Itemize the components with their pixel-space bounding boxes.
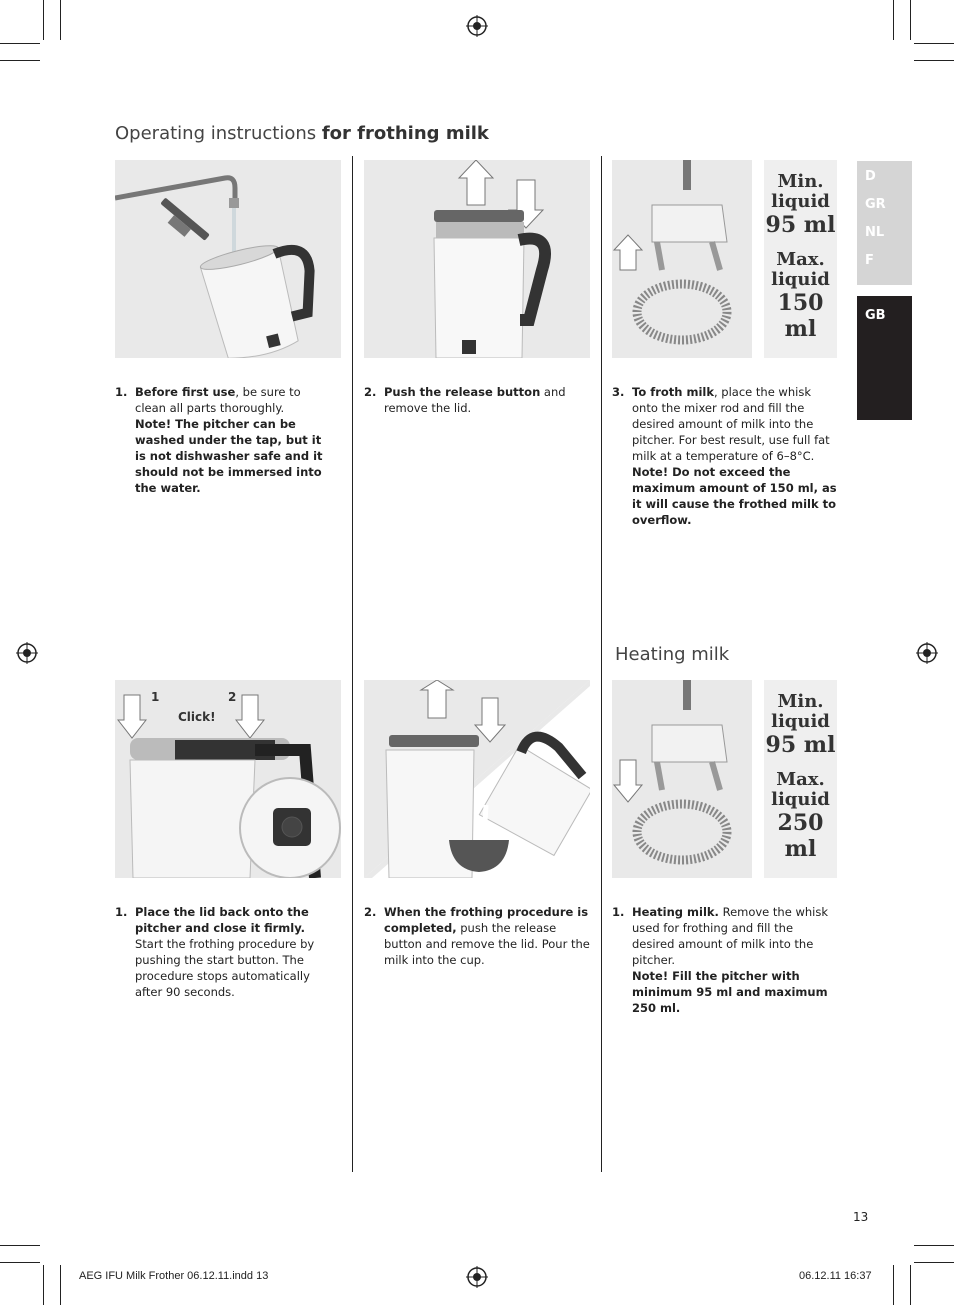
step-top-2: 2. Push the release button and remove the lid. bbox=[364, 385, 566, 415]
crop-mark bbox=[60, 1265, 61, 1305]
click-step-one: 1 bbox=[151, 690, 160, 704]
crop-mark bbox=[60, 0, 61, 40]
language-tabs bbox=[857, 161, 912, 420]
max-liquid-label: Max. liquid bbox=[771, 769, 830, 810]
crop-mark bbox=[893, 0, 894, 40]
crop-mark bbox=[43, 1265, 44, 1305]
registration-mark-icon bbox=[916, 642, 938, 664]
heating-liquid-limits bbox=[764, 680, 837, 878]
crop-mark bbox=[914, 1245, 954, 1246]
crop-mark bbox=[910, 1265, 911, 1305]
registration-mark-icon bbox=[16, 642, 38, 664]
min-liquid-value: 95 ml bbox=[765, 212, 836, 238]
click-label: Click! bbox=[178, 710, 216, 724]
tab-nl: NL bbox=[865, 225, 885, 240]
step-bottom-1: 1. Place the lid back onto the pitcher and close it firmly. Start the frothing procedure by pushing the start button. The procedure stops automatically after 90 seconds. bbox=[115, 905, 315, 999]
tab-d: D bbox=[865, 169, 876, 184]
crop-mark bbox=[914, 43, 954, 44]
column-divider bbox=[601, 156, 602, 1172]
illustration-pour-milk bbox=[364, 680, 590, 878]
click-step-two: 2 bbox=[228, 690, 237, 704]
crop-mark bbox=[0, 1262, 40, 1263]
registration-mark-icon bbox=[466, 1266, 488, 1288]
min-liquid-label: Min. liquid bbox=[771, 691, 830, 732]
tab-gr: GR bbox=[865, 197, 886, 212]
crop-mark bbox=[0, 1245, 40, 1246]
min-liquid-value: 95 ml bbox=[765, 732, 836, 758]
crop-mark bbox=[893, 1265, 894, 1305]
crop-mark bbox=[0, 43, 40, 44]
min-liquid-label: Min. liquid bbox=[771, 171, 830, 212]
max-liquid-value: 250 ml bbox=[777, 810, 824, 862]
frothing-liquid-limits bbox=[764, 160, 837, 358]
active-language-tab bbox=[857, 296, 912, 420]
max-liquid-label: Max. liquid bbox=[771, 249, 830, 290]
crop-mark bbox=[0, 60, 40, 61]
tab-gb: GB bbox=[865, 308, 886, 323]
max-liquid-value: 150 ml bbox=[777, 290, 824, 342]
heating-milk-title: Heating milk bbox=[615, 644, 730, 665]
footer-timestamp: 06.12.11 16:37 bbox=[799, 1270, 872, 1282]
column-divider bbox=[352, 156, 353, 1172]
inactive-language-tabs bbox=[857, 161, 912, 285]
crop-mark bbox=[914, 1262, 954, 1263]
crop-mark bbox=[914, 60, 954, 61]
crop-mark bbox=[43, 0, 44, 40]
footer-file-info: AEG IFU Milk Frother 06.12.11.indd 13 bbox=[79, 1270, 269, 1282]
step-top-3: 3. To froth milk, place the whisk onto the mixer rod and fill the desired amount of milk into the pitcher. For best result, use full fat milk at a temperature of 6–8°C. Note! Do not exceed the maximum amount of 150 ml, as it will cause the frothed milk to overflow. bbox=[612, 385, 837, 527]
illustration-washing-pitcher bbox=[115, 160, 341, 358]
illustration-remove-whisk bbox=[612, 680, 752, 878]
step-bottom-3: 1. Heating milk. Remove the whisk used for frothing and fill the desired amount of milk into the pitcher. Note! Fill the pitcher with minimum 95 ml and maximum 250 ml. bbox=[612, 905, 828, 1015]
page-title: Operating instructions for frothing milk bbox=[115, 123, 489, 144]
step-top-1: 1. Before first use, be sure to clean all parts thoroughly. Note! The pitcher can be washed under the tap, but it is not dishwasher safe and it should not be immersed into the water. bbox=[115, 385, 323, 495]
step-bottom-2: 2. When the frothing procedure is completed, push the release button and remove the lid. Pour the milk into the cup. bbox=[364, 905, 590, 967]
illustration-close-lid bbox=[115, 680, 341, 878]
tab-f: F bbox=[865, 253, 874, 268]
illustration-remove-lid bbox=[364, 160, 590, 358]
registration-mark-icon bbox=[466, 15, 488, 37]
crop-mark bbox=[910, 0, 911, 40]
page-number: 13 bbox=[853, 1210, 869, 1224]
illustration-whisk bbox=[612, 160, 752, 358]
